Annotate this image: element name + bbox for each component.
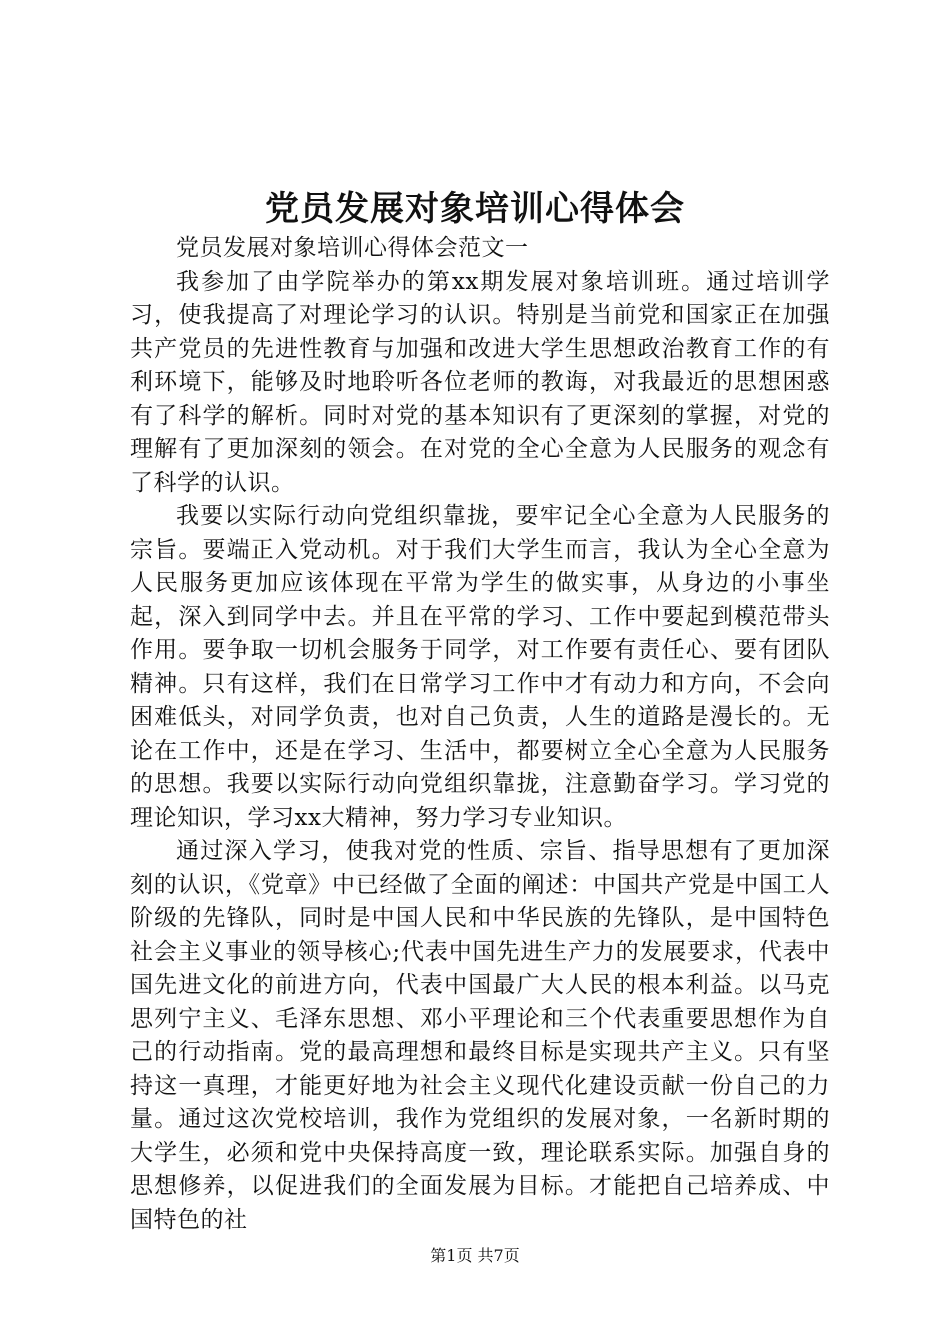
- document-title: 党员发展对象培训心得体会: [265, 189, 685, 229]
- document-body: [130, 232, 830, 1237]
- body-paragraph: 通过深入学习，使我对党的性质、宗旨、指导思想有了更加深刻的认识，《党章》中已经做了全面的阐述：中国共产党是中国工人阶级的先锋队，同时是中国人民和中华民族的先锋队，是中国特色社会主义事业的领导核心;代表中国先进生产力的发展要求，代表中国先进文化的前进方向，代表中国最广大人民的根本利益。以马克思列宁主义、毛泽东思想、邓小平理论和三个代表重要思想作为自己的行动指南。党的最高理想和最终目标是实现共产主义。只有坚持这一真理，才能更好地为社会主义现代化建设贡献一份自己的力量。通过这次党校培训，我作为党组织的发展对象，一名新时期的大学生，必须和党中央保持高度一致，理论联系实际。加强自身的思想修养，以促进我们的全面发展为目标。才能把自己培养成、中国特色的社: [130, 838, 830, 1233]
- body-paragraph: 我参加了由学院举办的第xx期发展对象培训班。通过培训学习，使我提高了对理论学习的认识。特别是当前党和国家正在加强共产党员的先进性教育与加强和改进大学生思想政治教育工作的有利环境下，能够及时地聆听各位老师的教诲，对我最近的思想困惑有了科学的解析。同时对党的基本知识有了更深刻的掌握，对党的理解有了更加深刻的领会。在对党的全心全意为人民服务的观念有了科学的认识。: [130, 268, 830, 496]
- subtitle-paragraph: 党员发展对象培训心得体会范文一: [176, 235, 529, 261]
- body-paragraph: 我要以实际行动向党组织靠拢，要牢记全心全意为人民服务的宗旨。要端正入党动机。对于我们大学生而言，我认为全心全意为人民服务更加应该体现在平常为学生的做实事，从身边的小事坐起，深入到同学中去。并且在平常的学习、工作中要起到模范带头作用。要争取一切机会服务于同学，对工作要有责任心、要有团队精神。只有这样，我们在日常学习工作中才有动力和方向，不会向困难低头，对同学负责，也对自己负责，人生的道路是漫长的。无论在工作中，还是在学习、生活中，都要树立全心全意为人民服务的思想。我要以实际行动向党组织靠拢，注意勤奋学习。学习党的理论知识，学习xx大精神，努力学习专业知识。: [130, 503, 830, 831]
- page-number-footer: 第1页 共7页: [430, 1246, 520, 1265]
